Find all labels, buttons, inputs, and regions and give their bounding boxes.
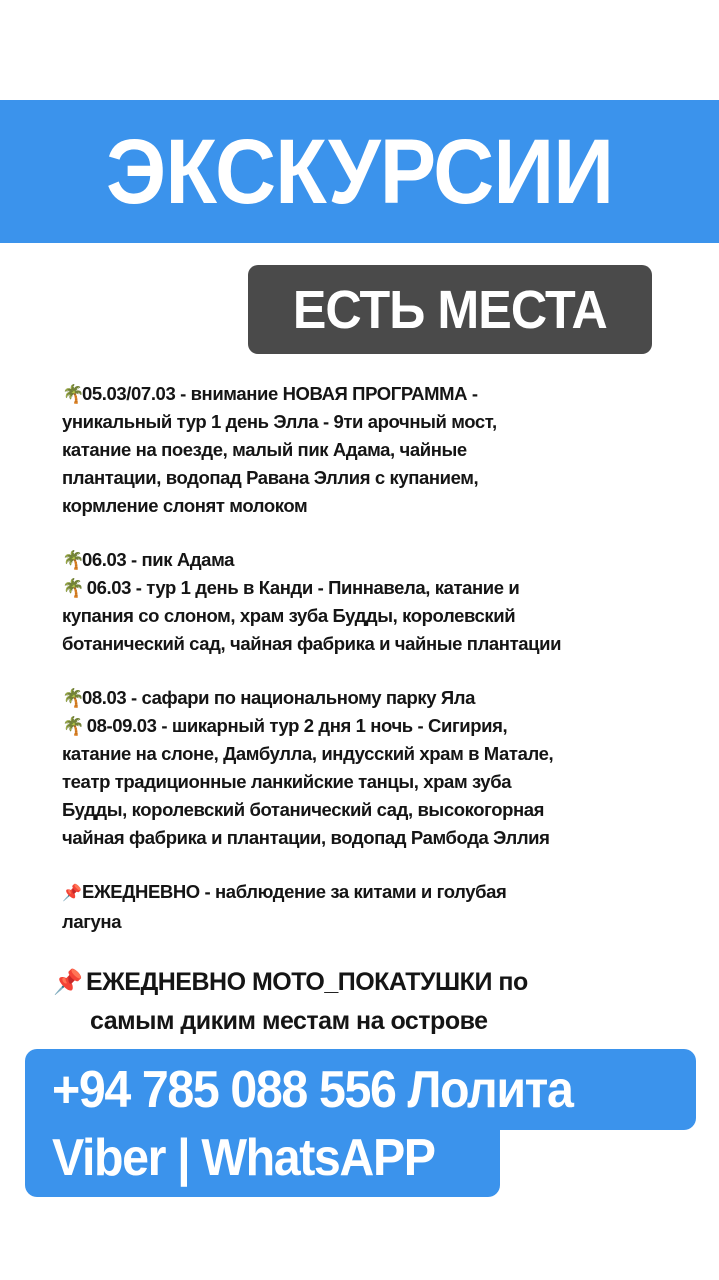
availability-badge-label: ЕСТЬ МЕСТА (292, 279, 608, 340)
tour-list (62, 380, 672, 936)
tour-line: лагуна (62, 911, 122, 932)
page-title: ЭКСКУРСИИ (105, 120, 614, 223)
tour-line: плантации, водопад Равана Эллия с купанием, (62, 467, 479, 488)
tour-block-kandy (62, 546, 672, 658)
palm-tree-icon: 🌴 (62, 578, 85, 598)
tour-line: 📌ЕЖЕДНЕВНО - наблюдение за китами и голубая (62, 878, 672, 908)
pushpin-icon: 📌 (62, 885, 82, 902)
moto-line: самым диким местам на острове (90, 1007, 488, 1035)
contact-messengers: Viber | WhatsAPP (52, 1129, 435, 1187)
tour-line: чайная фабрика и плантации, водопад Рамбода Эллия (62, 827, 550, 848)
tour-line: ботанический сад, чайная фабрика и чайные плантации (62, 633, 562, 654)
tour-line: катание на слоне, Дамбулла, индусский храм в Матале, (62, 743, 554, 764)
palm-tree-icon: 🌴 (62, 716, 85, 736)
tour-block-ella (62, 380, 672, 520)
tour-line: 🌴 06.03 - тур 1 день в Канди - Пиннавела, катание и (62, 574, 672, 602)
tour-line: Будды, королевский ботанический сад, высокогорная (62, 799, 545, 820)
pushpin-icon: 📌 (53, 969, 83, 996)
palm-tree-icon: 🌴 (62, 384, 85, 404)
palm-tree-icon: 🌴 (62, 688, 85, 708)
moto-tour-announcement (50, 963, 690, 1040)
header-banner (0, 100, 719, 243)
tour-line: катание на поезде, малый пик Адама, чайные (62, 439, 467, 460)
tour-line: 🌴08.03 - сафари по национальному парку Яла (62, 684, 672, 712)
tour-block-whales (62, 878, 672, 936)
tour-line: 🌴05.03/07.03 - внимание НОВАЯ ПРОГРАММА - (62, 380, 672, 408)
palm-tree-icon: 🌴 (62, 550, 85, 570)
tour-line: 🌴06.03 - пик Адама (62, 546, 672, 574)
tour-line: купания со слоном, храм зуба Будды, королевский (62, 605, 516, 626)
tour-line: 🌴 08-09.03 - шикарный тур 2 дня 1 ночь - Сигирия, (62, 712, 672, 740)
contact-phone: +94 785 088 556 Лолита (52, 1061, 573, 1119)
tour-block-yala-sigiriya (62, 684, 672, 852)
tour-line: театр традиционные ланкийские танцы, храм зуба (62, 771, 512, 792)
moto-line: 📌 ЕЖЕДНЕВНО МОТО_ПОКАТУШКИ по (50, 963, 690, 1002)
tour-line: кормление слонят молоком (62, 495, 308, 516)
availability-badge (248, 265, 652, 354)
tour-line: уникальный тур 1 день Элла - 9ти арочный мост, (62, 411, 497, 432)
